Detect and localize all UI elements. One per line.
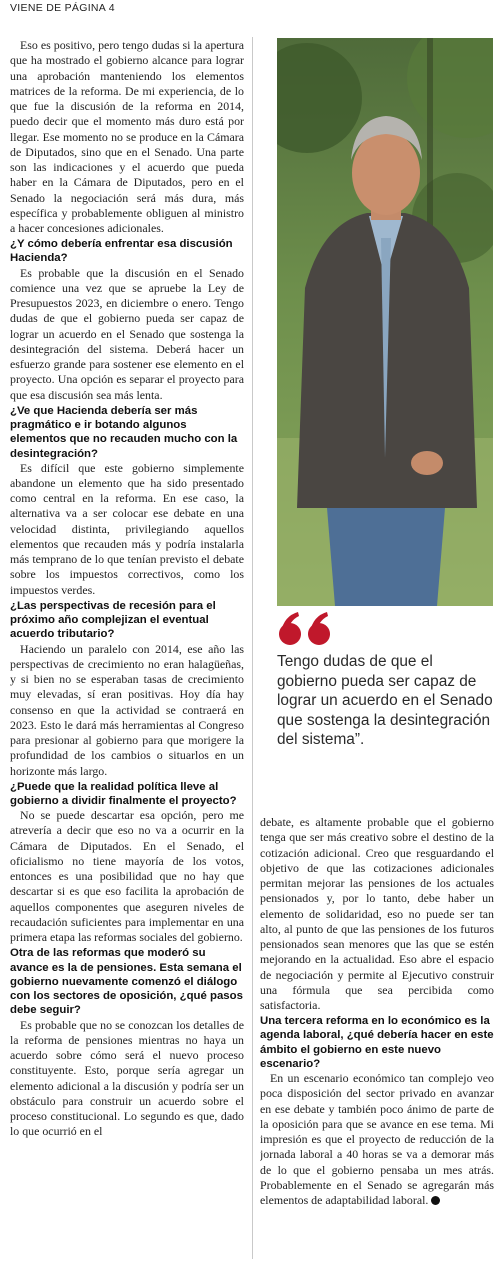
answer-paragraph: Es probable que no se conozcan los detalles de la reforma de pensiones mientras no haya un acuerdo sobre cómo será el nuevo proceso constituyente. Esto, porque sería agregar un elemento adicional a la discusión y podría ser un obstáculo para construir un acuerdo sobre el proceso constitucional. Lo segundo es que, dado lo que ocurrió en el bbox=[10, 1017, 244, 1139]
question-heading: Otra de las reformas que moderó su avance es la de pensiones. Esta semana el gobierno nuevamente comenzó el diálogo con los sectores de oposición, ¿qué pasos debe seguir? bbox=[10, 947, 243, 1017]
answer-paragraph: En un escenario económico tan complejo veo poca disposición del sector privado en avanzar en ese debate y también poco ánimo de parte de la oposición para que se avance en ese tema. Mi impresión es que el proyecto de reducción de la jornada laboral a 40 horas se va a demorar más de lo que el gobierno pensaba un mes atrás. Probablemente en el Senado se agregarán más elementos de adaptabilidad laboral. bbox=[260, 1071, 494, 1208]
column-divider bbox=[252, 37, 253, 1259]
question-heading: ¿Las perspectivas de recesión para el próximo año complejizan el eventual acuerdo tributario? bbox=[10, 599, 216, 641]
pull-quote: Tengo dudas de que el gobierno pueda ser capaz de lograr un acuerdo en el Senado que sostenga la desintegración del sistema”. bbox=[277, 653, 493, 749]
answer-paragraph: No se puede descartar esa opción, pero me atrevería a decir que eso no va a ocurrir en la Cámara de Diputados. En el Senado, el oficialismo no tiene mayoría de los votos, entonces es una posibilidad que no hay que descartar si es que eso facilita la aprobación de aquellos componentes que aseguren niveles de recaudación suficientes para implementar en una primera etapa las reformas sociales del gobierno. bbox=[10, 808, 244, 945]
end-of-article-icon bbox=[431, 1196, 440, 1205]
answer-paragraph: Haciendo un paralelo con 2014, ese año las perspectivas de crecimiento no eran halagüeñas, y si bien no se esperaban tasas de crecimiento muy elevadas, sí eran positivas. Hoy día hay consenso en que la actividad se contraerá en 2023. Esto le dará más herramientas al Congreso para presionar al gobierno para que morigere la profundidad de los cambios o situarlos en un horizonte más largo. bbox=[10, 641, 244, 778]
quote-mark-icon bbox=[278, 612, 336, 653]
answer-paragraph: Eso es positivo, pero tengo dudas si la apertura que ha mostrado el gobierno alcance para lograr una aprobación manteniendo los elementos matrices de la reforma. De mi experiencia, de lo que fue la discusión de la reforma en 2014, puedo decir que el momento más duro está por llegar. Ese momento no se produce en la Cámara de Diputados, sino que en el Senado. Una parte son las indicaciones y el acuerdo que pueda haber en la Cámara de Diputados, pero en el Senado la negociación será más dura, más específica y probablemente obliguen al ministro a hacer concesiones adicionales. bbox=[10, 38, 244, 235]
page-kicker: VIENE DE PÁGINA 4 bbox=[10, 2, 115, 14]
continued-paragraph: debate, es altamente probable que el gobierno tenga que ser más creativo sobre el destino de la cotización adicional. Creo que resguardando el objetivo de que las cotizaciones adicionales permitan mejorar las pensiones de los actuales pensionados y, por lo tanto, debe haber un elemento de solidaridad, eso no puede ser tan alto, al punto de que las pensiones de los futuros pensionados sean menores que las que se estén mejorando en la actualidad. Eso abre el espacio de negociación y permite al Ejecutivo construir una fórmula que sea percibida como satisfactoria. bbox=[260, 815, 494, 1012]
answer-paragraph: Es difícil que este gobierno simplemente abandone un elemento que ha sido presentado como central en la reforma. En ese caso, la alternativa va a ser colocar ese debate en una velocidad distinta, privilegiando aquellos elementos que recauden más y podría instalarla más temprano de lo que tenían previsto el debate sobre los impuestos correctivos, como los impuestos verdes. bbox=[10, 460, 244, 597]
article-column-right bbox=[260, 815, 494, 1255]
question-heading: ¿Puede que la realidad política lleve al gobierno a dividir finalmente el proyecto? bbox=[10, 780, 237, 808]
question-heading: ¿Y cómo debería enfrentar esa discusión Hacienda? bbox=[10, 238, 233, 265]
interviewee-photo-illustration bbox=[277, 38, 493, 606]
answer-paragraph: Es probable que la discusión en el Senado comience una vez que se apruebe la Ley de Presupuestos 2023, en diciembre o enero. Tengo dudas de que el gobierno pueda ser capaz de lograr un acuerdo en el Senado que sostenga la desintegración del sistema. Deberá hacer un esfuerzo grande para sostener ese elemento en el proyecto. Una opción es separar el proyecto para que esa discusión sea más lenta. bbox=[10, 265, 244, 402]
interviewee-photo bbox=[277, 38, 493, 606]
article-column-left bbox=[10, 38, 244, 1260]
question-heading: Una tercera reforma en lo económico es la agenda laboral, ¿qué debería hacer en este ámbito el gobierno en este nuevo escenario? bbox=[260, 1015, 494, 1070]
question-heading: ¿Ve que Hacienda debería ser más pragmático e ir botando algunos elementos que no recauden mucho con la desintegración? bbox=[10, 404, 238, 460]
